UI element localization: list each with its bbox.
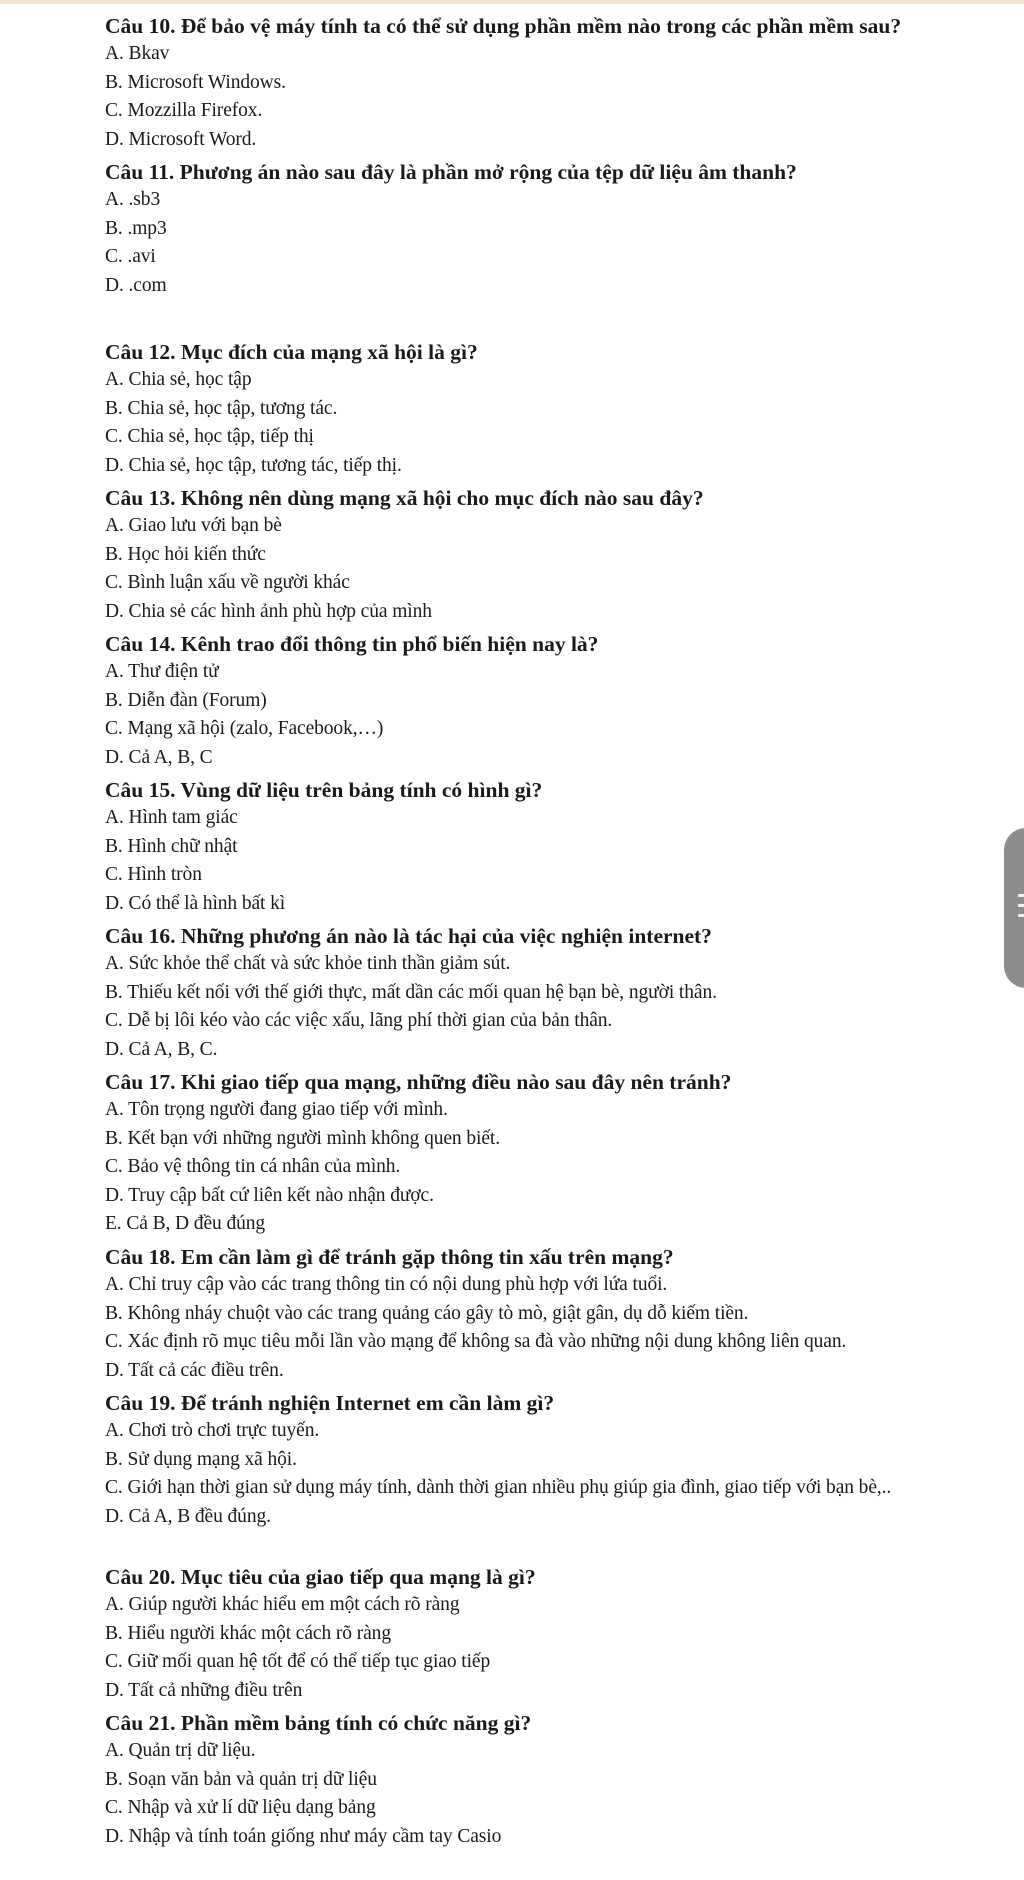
question-title: Câu 11. Phương án nào sau đây là phần mở rộng của tệp dữ liệu âm thanh? [105, 160, 797, 184]
option-d: D. Cả A, B, C. [105, 1038, 218, 1060]
option-b: B. Thiếu kết nối với thế giới thực, mất dần các mối quan hệ bạn bè, người thân. [105, 981, 717, 1003]
question-18 [0, 1243, 1000, 1385]
option-d: D. Cả A, B đều đúng. [105, 1505, 271, 1527]
option-c: C. .avi [105, 246, 156, 268]
option-c: C. Mạng xã hội (zalo, Facebook,…) [105, 718, 384, 740]
option-c: C. Bảo vệ thông tin cá nhân của mình. [105, 1156, 401, 1178]
option-d: D. Cả A, B, C [105, 746, 213, 768]
option-d: D. Chia sẻ các hình ảnh phù hợp của mình [105, 600, 432, 622]
option-d: D. Microsoft Word. [105, 128, 257, 150]
option-c: C. Nhập và xử lí dữ liệu dạng bảng [105, 1797, 376, 1819]
question-title: Câu 13. Không nên dùng mạng xã hội cho mục đích nào sau đây? [105, 486, 704, 510]
option-a: A. Chơi trò chơi trực tuyến. [105, 1420, 320, 1441]
option-b: B. Hình chữ nhật [105, 835, 238, 857]
question-title: Câu 19. Để tránh nghiện Internet em cần làm gì? [105, 1391, 555, 1415]
question-21 [0, 1709, 1000, 1851]
option-b: B. .mp3 [105, 217, 167, 239]
question-16 [0, 922, 1000, 1064]
option-a: A. Giao lưu với bạn bè [105, 515, 282, 536]
option-b: B. Microsoft Windows. [105, 71, 286, 93]
question-19 [0, 1389, 1000, 1531]
option-b: B. Sử dụng mạng xã hội. [105, 1448, 297, 1470]
option-e: E. Cả B, D đều đúng [105, 1213, 266, 1235]
option-b: B. Kết bạn với những người mình không quen biết. [105, 1127, 500, 1149]
option-b: B. Học hỏi kiến thức [105, 543, 266, 565]
option-c: C. Mozzilla Firefox. [105, 100, 263, 122]
option-a: A. Sức khỏe thể chất và sức khỏe tinh thần giảm sút. [105, 953, 511, 974]
question-13 [0, 484, 1000, 626]
question-17 [0, 1068, 1000, 1239]
option-d: D. Có thể là hình bất kì [105, 892, 286, 914]
question-15 [0, 776, 1000, 918]
question-title: Câu 20. Mục tiêu của giao tiếp qua mạng là gì? [105, 1565, 536, 1589]
question-title: Câu 14. Kênh trao đổi thông tin phổ biến hiện nay là? [105, 632, 599, 656]
option-d: D. Chia sẻ, học tập, tương tác, tiếp thị. [105, 454, 402, 476]
option-d: D. Tất cả những điều trên [105, 1679, 303, 1701]
option-a: A. Bkav [105, 43, 170, 64]
option-a: A. Hình tam giác [105, 807, 238, 828]
grip-line-icon [1018, 914, 1024, 917]
top-edge-strip [0, 0, 1024, 4]
question-11 [0, 158, 1000, 300]
question-title: Câu 17. Khi giao tiếp qua mạng, những điều nào sau đây nên tránh? [105, 1070, 732, 1094]
grip-line-icon [1018, 904, 1024, 907]
option-b: B. Soạn văn bản và quản trị dữ liệu [105, 1768, 377, 1790]
option-b: B. Không nháy chuột vào các trang quảng cáo gây tò mò, giật gân, dụ dỗ kiếm tiền. [105, 1302, 749, 1324]
question-10 [0, 12, 1000, 154]
option-c: C. Giữ mối quan hệ tốt để có thể tiếp tục giao tiếp [105, 1651, 491, 1673]
question-title: Câu 15. Vùng dữ liệu trên bảng tính có hình gì? [105, 778, 543, 802]
option-b: B. Chia sẻ, học tập, tương tác. [105, 397, 338, 419]
option-a: A. .sb3 [105, 189, 161, 210]
option-a: A. Chia sẻ, học tập [105, 369, 252, 390]
option-b: B. Hiểu người khác một cách rõ ràng [105, 1622, 391, 1644]
question-20 [0, 1563, 1000, 1705]
grip-line-icon [1018, 894, 1024, 897]
option-a: A. Giúp người khác hiểu em một cách rõ ràng [105, 1594, 460, 1615]
option-d: D. Truy cập bất cứ liên kết nào nhận được. [105, 1184, 434, 1206]
option-a: A. Thư điện tử [105, 661, 219, 682]
option-c: C. Xác định rõ mục tiêu mỗi lần vào mạng để không sa đà vào những nội dung không liên quan. [105, 1331, 847, 1353]
scroll-handle[interactable] [1004, 828, 1024, 988]
option-c: C. Dễ bị lôi kéo vào các việc xấu, lãng phí thời gian của bản thân. [105, 1010, 613, 1032]
option-d: D. .com [105, 274, 167, 296]
option-c: C. Bình luận xấu về người khác [105, 572, 350, 594]
option-c: C. Giới hạn thời gian sử dụng máy tính, dành thời gian nhiều phụ giúp gia đình, giao tiếp với bạn bè,.. [105, 1477, 892, 1499]
option-a: A. Chỉ truy cập vào các trang thông tin có nội dung phù hợp với lứa tuổi. [105, 1274, 668, 1295]
option-d: D. Nhập và tính toán giống như máy cầm tay Casio [105, 1825, 502, 1847]
question-title: Câu 10. Để bảo vệ máy tính ta có thể sử dụng phần mềm nào trong các phần mềm sau? [105, 14, 902, 38]
question-title: Câu 16. Những phương án nào là tác hại của việc nghiện internet? [105, 924, 712, 948]
question-title: Câu 21. Phần mềm bảng tính có chức năng gì? [105, 1711, 532, 1735]
question-title: Câu 12. Mục đích của mạng xã hội là gì? [105, 340, 478, 364]
question-12 [0, 338, 1000, 480]
option-a: A. Tôn trọng người đang giao tiếp với mình. [105, 1099, 448, 1120]
option-c: C. Hình tròn [105, 864, 202, 886]
option-a: A. Quản trị dữ liệu. [105, 1740, 256, 1761]
question-14 [0, 630, 1000, 772]
option-d: D. Tất cả các điều trên. [105, 1359, 284, 1381]
question-title: Câu 18. Em cần làm gì để tránh gặp thông tin xấu trên mạng? [105, 1245, 674, 1269]
option-b: B. Diễn đàn (Forum) [105, 689, 267, 711]
option-c: C. Chia sẻ, học tập, tiếp thị [105, 426, 314, 448]
